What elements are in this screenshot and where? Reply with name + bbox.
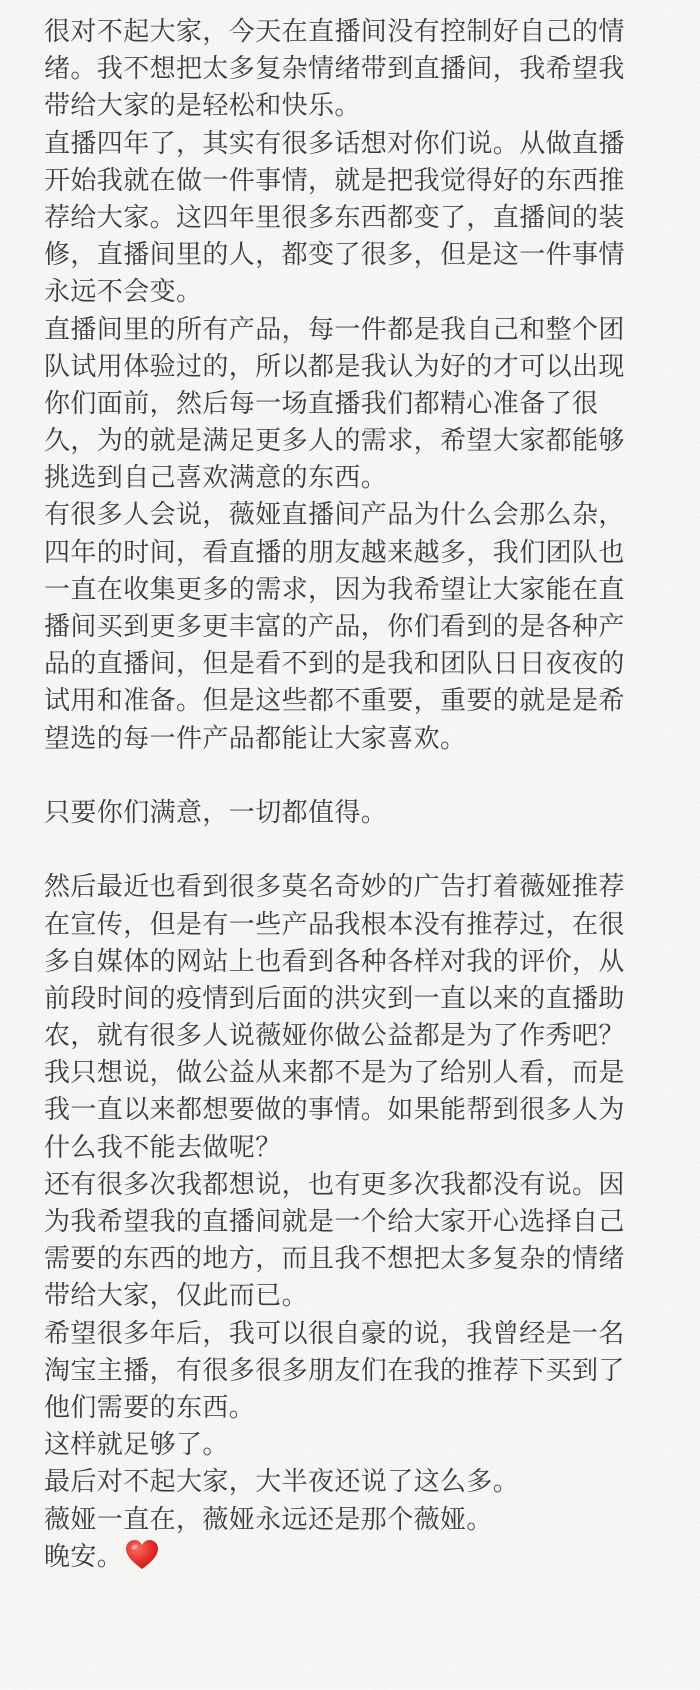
blank-line	[44, 832, 664, 869]
note-line: 什么我不能去做呢？	[44, 1132, 282, 1163]
note-line: 前段时间的疫情到后面的洪灾到一直以来的直播助	[44, 983, 625, 1014]
note-line: 带给大家，仅此而已。	[44, 1281, 309, 1312]
note-line: 薇娅一直在，薇娅永远还是那个薇娅。	[44, 1504, 493, 1535]
note-line: 绪。我不想把太多复杂情绪带到直播间，我希望我	[44, 54, 625, 85]
note-line: 他们需要的东西。	[44, 1392, 256, 1423]
note-line: 农，就有很多人说薇娅你做公益都是为了作秀吧？	[44, 1021, 625, 1052]
sign-off-text: 晚安。	[44, 1541, 124, 1572]
note-line: 挑选到自己喜欢满意的东西。	[44, 463, 388, 494]
note-line: 需要的东西的地方，而且我不想把太多复杂的情绪	[44, 1244, 625, 1275]
sign-off-line	[44, 1539, 664, 1576]
note-line: 然后最近也看到很多莫名奇妙的广告打着薇娅推荐	[44, 872, 625, 903]
note-line: 直播四年了，其实有很多话想对你们说。从做直播	[44, 128, 625, 159]
note-line: 你们面前，然后每一场直播我们都精心准备了很	[44, 388, 599, 419]
note-line: 多自媒体的网站上也看到各种各样对我的评价，从	[44, 946, 625, 977]
note-line: 四年的时间，看直播的朋友越来越多，我们团队也	[44, 537, 625, 568]
note-body	[44, 14, 664, 1576]
note-line: 最后对不起大家，大半夜还说了这么多。	[44, 1467, 520, 1498]
note-line: 修，直播间里的人，都变了很多，但是这一件事情	[44, 240, 625, 271]
note-line: 还有很多次我都想说，也有更多次我都没有说。因	[44, 1169, 625, 1200]
note-line: 队试用体验过的，所以都是我认为好的才可以出现	[44, 351, 625, 382]
note-line: 永远不会变。	[44, 277, 203, 308]
note-line: 我只想说，做公益从来都不是为了给别人看，而是	[44, 1058, 625, 1089]
note-line: 淘宝主播，有很多很多朋友们在我的推荐下买到了	[44, 1355, 625, 1386]
note-line: 只要你们满意，一切都值得。	[44, 797, 388, 828]
note-line: 久，为的就是满足更多人的需求，希望大家都能够	[44, 426, 625, 457]
note-line: 一直在收集更多的需求，因为我希望让大家能在直	[44, 574, 625, 605]
note-line: 带给大家的是轻松和快乐。	[44, 91, 361, 122]
red-heart-icon	[125, 1539, 159, 1571]
note-line: 为我希望我的直播间就是一个给大家开心选择自己	[44, 1207, 625, 1237]
note-line: 望选的每一件产品都能让大家喜欢。	[44, 723, 467, 754]
blank-line	[44, 758, 664, 795]
note-line: 直播间里的所有产品，每一件都是我自己和整个团	[44, 314, 625, 345]
note-line: 播间买到更多更丰富的产品，你们看到的是各种产	[44, 612, 625, 642]
note-line: 希望很多年后，我可以很自豪的说，我曾经是一名	[44, 1318, 625, 1349]
note-line: 这样就足够了。	[44, 1430, 229, 1461]
note-line: 在宣传，但是有一些产品我根本没有推荐过，在很	[44, 909, 625, 940]
note-line: 荐给大家。这四年里很多东西都变了，直播间的装	[44, 202, 625, 233]
note-line: 我一直以来都想要做的事情。如果能帮到很多人为	[44, 1095, 625, 1126]
note-line: 很对不起大家，今天在直播间没有控制好自己的情	[44, 17, 625, 47]
note-line: 品的直播间，但是看不到的是我和团队日日夜夜的	[44, 649, 625, 680]
note-line: 有很多人会说，薇娅直播间产品为什么会那么杂，	[44, 500, 625, 531]
note-line: 试用和准备。但是这些都不重要，重要的就是是希	[44, 686, 625, 717]
note-line: 开始我就在做一件事情，就是把我觉得好的东西推	[44, 165, 625, 196]
